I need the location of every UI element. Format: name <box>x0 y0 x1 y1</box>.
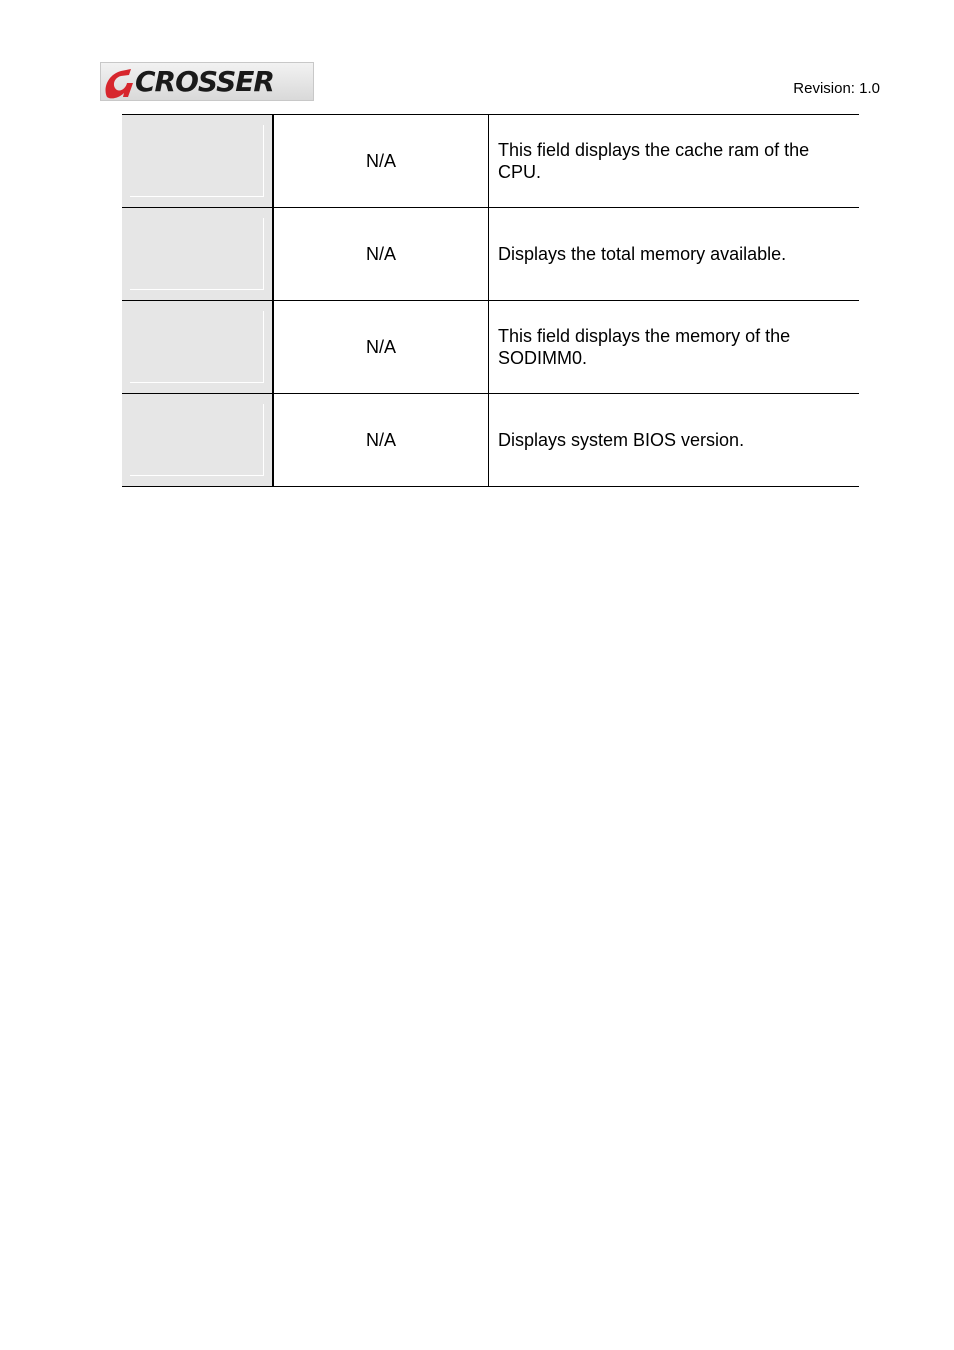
description-cell: Displays the total memory available. <box>489 208 860 301</box>
description-cell: Displays system BIOS version. <box>489 394 860 487</box>
item-name-cell <box>122 394 273 487</box>
bios-info-table <box>122 114 859 487</box>
table-row <box>122 394 859 487</box>
description-cell: This field displays the memory of the SODIMM0. <box>489 301 860 394</box>
option-cell: N/A <box>273 394 489 487</box>
table-row <box>122 208 859 301</box>
option-cell: N/A <box>273 115 489 208</box>
item-name-cell <box>122 115 273 208</box>
logo-wordmark: CROSSER <box>135 65 274 98</box>
table-row <box>122 301 859 394</box>
option-cell: N/A <box>273 208 489 301</box>
item-name-cell <box>122 208 273 301</box>
item-name-cell <box>122 301 273 394</box>
revision-label: Revision: 1.0 <box>793 80 880 97</box>
option-cell: N/A <box>273 301 489 394</box>
table-row <box>122 115 859 208</box>
acrosser-logo <box>100 62 314 101</box>
description-cell: This field displays the cache ram of the CPU. <box>489 115 860 208</box>
